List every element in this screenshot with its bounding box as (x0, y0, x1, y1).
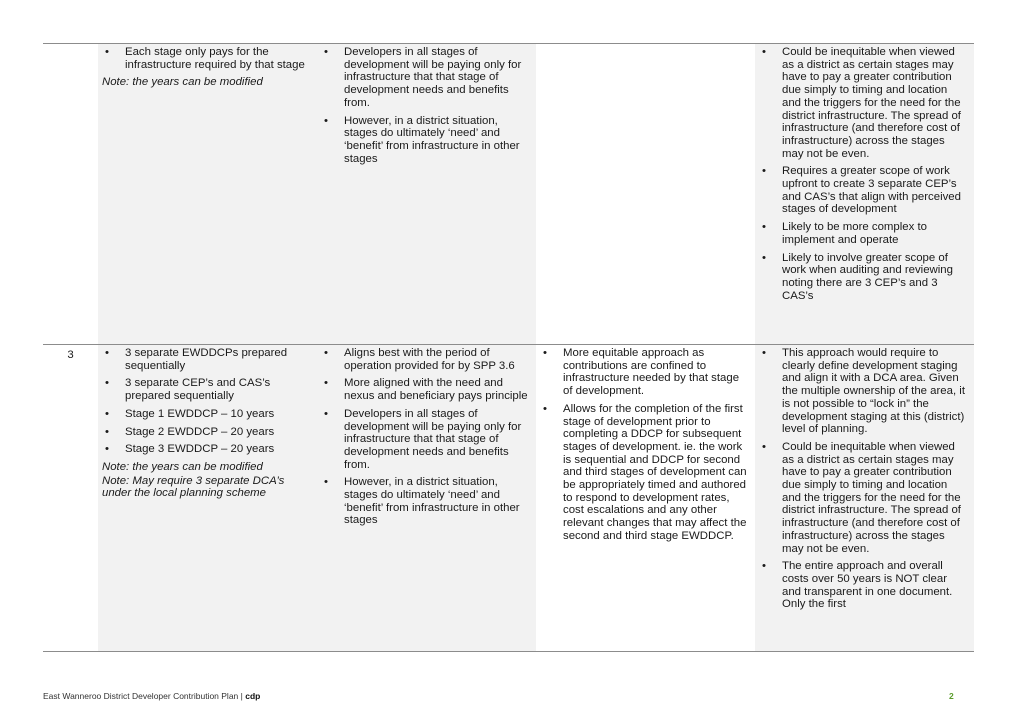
list-item: • The entire approach and overall costs over 50 years is NOT clear and transparent in one document. Only the first (759, 560, 968, 611)
advantages-cell (317, 44, 536, 345)
option-number (43, 44, 98, 48)
benefits-cell (536, 345, 755, 652)
list-item: • Could be inequitable when viewed as a district as certain stages may have to pay a greater contribution due simply to timing and location and the triggers for the need for the district infrastructure. The spread of infrastructure (and therefore cost of infrastructure) across the stages may not be even. (759, 46, 968, 160)
comparison-table (43, 43, 974, 652)
page-footer (43, 691, 260, 701)
option-number-cell (43, 44, 98, 345)
note-text: Note: the years can be modified (102, 76, 263, 89)
list-item: • Developers in all stages of development will be paying only for infrastructure that that stage of development needs and benefits from. (321, 46, 530, 110)
list-item: • However, in a district situation, stages do ultimately ‘need’ and ‘benefit’ from infrastructure in other stages (321, 476, 530, 527)
list-item: • More equitable approach as contributions are confined to infrastructure needed by that stage of development. (540, 347, 749, 398)
table-row (43, 44, 974, 345)
option-number-cell (43, 345, 98, 652)
list-item: • Likely to involve greater scope of work when auditing and reviewing noting there are 3 CEP’s and 3 CAS’s (759, 252, 968, 303)
list-item: • Aligns best with the period of operation provided for by SPP 3.6 (321, 347, 530, 372)
list-item: • However, in a district situation, stages do ultimately ‘need’ and ‘benefit’ from infrastructure in other stages (321, 115, 530, 166)
list-item: • Requires a greater scope of work upfront to create 3 separate CEP’s and CAS’s that align with perceived stages of development (759, 165, 968, 216)
list-item: • Stage 3 EWDDCP – 20 years (102, 443, 311, 456)
list-item: • Stage 2 EWDDCP – 20 years (102, 426, 311, 439)
description-cell (98, 345, 317, 652)
footer-title: East Wanneroo District Developer Contribution Plan | (43, 691, 243, 701)
list-item: • More aligned with the need and nexus and beneficiary pays principle (321, 377, 530, 402)
list-item: • Stage 1 EWDDCP – 10 years (102, 408, 311, 421)
benefits-cell (536, 44, 755, 345)
list-item: • Allows for the completion of the first stage of development prior to completing a DDCP for subsequent stages of development. ie. the work is sequential and DDCP for second and third stages of development can be appropriately timed and authored to respond to development rates, cost escalations and any other relevant changes that may affect the second and third stage EWDDCP. (540, 403, 749, 543)
option-number: 3 (67, 349, 74, 361)
list-item: • 3 separate CEP’s and CAS’s prepared sequentially (102, 377, 311, 402)
description-cell (98, 44, 317, 345)
table-row (43, 345, 974, 652)
disadvantages-cell (755, 44, 974, 345)
list-item: • 3 separate EWDDCPs prepared sequentially (102, 347, 311, 372)
page-number: 2 (949, 691, 954, 701)
list-item: • This approach would require to clearly define development staging and align it with a DCA area. Given the multiple ownership of the area, it is not possible to “lock in” the development staging at this (district) level of planning. (759, 347, 968, 436)
list-item: • Each stage only pays for the infrastructure required by that stage (102, 46, 311, 71)
list-item: • Developers in all stages of development will be paying only for infrastructure that that stage of development needs and benefits from. (321, 408, 530, 472)
advantages-cell (317, 345, 536, 652)
footer-brand: cdp (245, 691, 261, 701)
note-text: Note: May require 3 separate DCA’s under the local planning scheme (102, 474, 285, 500)
list-item: • Likely to be more complex to implement and operate (759, 221, 968, 246)
note-text: Note: the years can be modified (102, 460, 263, 473)
disadvantages-cell (755, 345, 974, 652)
list-item: • Could be inequitable when viewed as a district as certain stages may have to pay a greater contribution due simply to timing and location and the triggers for the need for the district infrastructure. The spread of infrastructure (and therefore cost of infrastructure) across the stages may not be even. (759, 441, 968, 555)
